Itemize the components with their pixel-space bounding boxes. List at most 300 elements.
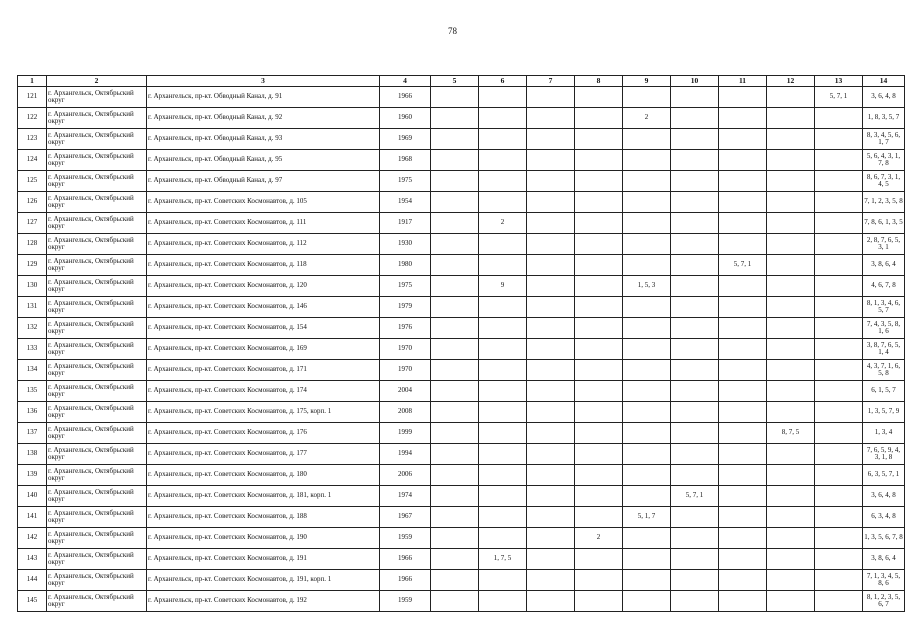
column-10-cell [671, 234, 719, 255]
column-14-cell: 4, 6, 7, 8 [863, 276, 905, 297]
column-11-cell [719, 570, 767, 591]
column-14-cell: 5, 6, 4, 3, 1, 7, 8 [863, 150, 905, 171]
column-5-cell [431, 591, 479, 612]
column-9-cell [623, 150, 671, 171]
column-13-cell [815, 528, 863, 549]
column-14-cell: 3, 8, 7, 6, 5, 1, 4 [863, 339, 905, 360]
column-12-cell: 8, 7, 5 [767, 423, 815, 444]
column-7-cell [527, 213, 575, 234]
table-row [18, 591, 905, 612]
address-cell: г. Архангельск, пр-кт. Обводный Канал, д. 97 [147, 171, 380, 192]
column-number-header: 1 [18, 76, 47, 87]
column-10-cell [671, 276, 719, 297]
column-7-cell [527, 507, 575, 528]
column-13-cell [815, 360, 863, 381]
column-5-cell [431, 549, 479, 570]
column-11-cell [719, 591, 767, 612]
column-12-cell [767, 402, 815, 423]
column-12-cell [767, 192, 815, 213]
column-10-cell [671, 570, 719, 591]
year-built-cell: 1976 [380, 318, 431, 339]
column-5-cell [431, 360, 479, 381]
column-12-cell [767, 549, 815, 570]
column-7-cell [527, 423, 575, 444]
column-6-cell [479, 402, 527, 423]
column-9-cell [623, 192, 671, 213]
column-12-cell [767, 381, 815, 402]
column-5-cell [431, 150, 479, 171]
column-13-cell [815, 318, 863, 339]
year-built-cell: 1960 [380, 108, 431, 129]
column-9-cell [623, 255, 671, 276]
column-9-cell [623, 528, 671, 549]
column-number-header: 10 [671, 76, 719, 87]
column-12-cell [767, 339, 815, 360]
table-row [18, 234, 905, 255]
column-9-cell [623, 129, 671, 150]
column-6-cell [479, 423, 527, 444]
column-8-cell [575, 255, 623, 276]
row-number: 135 [18, 381, 47, 402]
district-cell: г. Архангельск, Октябрьский округ [47, 255, 147, 276]
column-7-cell [527, 486, 575, 507]
district-cell: г. Архангельск, Октябрьский округ [47, 591, 147, 612]
column-13-cell [815, 255, 863, 276]
column-7-cell [527, 339, 575, 360]
table-row [18, 549, 905, 570]
column-13-cell [815, 297, 863, 318]
year-built-cell: 2004 [380, 381, 431, 402]
column-9-cell [623, 486, 671, 507]
district-cell: г. Архангельск, Октябрьский округ [47, 150, 147, 171]
table-row [18, 507, 905, 528]
district-cell: г. Архангельск, Октябрьский округ [47, 129, 147, 150]
column-13-cell [815, 108, 863, 129]
column-10-cell [671, 129, 719, 150]
column-6-cell: 2 [479, 213, 527, 234]
column-9-cell [623, 339, 671, 360]
column-6-cell [479, 318, 527, 339]
column-12-cell [767, 444, 815, 465]
column-5-cell [431, 486, 479, 507]
column-11-cell [719, 87, 767, 108]
address-cell: г. Архангельск, пр-кт. Советских Космонавтов, д. 181, корп. 1 [147, 486, 380, 507]
column-13-cell [815, 192, 863, 213]
row-number: 128 [18, 234, 47, 255]
row-number: 122 [18, 108, 47, 129]
column-6-cell [479, 381, 527, 402]
column-6-cell [479, 234, 527, 255]
column-14-cell: 3, 6, 4, 8 [863, 87, 905, 108]
column-number-header: 6 [479, 76, 527, 87]
column-7-cell [527, 528, 575, 549]
column-13-cell [815, 339, 863, 360]
year-built-cell: 1969 [380, 129, 431, 150]
column-8-cell [575, 318, 623, 339]
column-13-cell [815, 402, 863, 423]
housing-register-table [17, 75, 905, 612]
column-11-cell [719, 423, 767, 444]
year-built-cell: 1966 [380, 549, 431, 570]
column-number-header: 9 [623, 76, 671, 87]
column-11-cell [719, 528, 767, 549]
district-cell: г. Архангельск, Октябрьский округ [47, 87, 147, 108]
column-13-cell [815, 486, 863, 507]
row-number: 137 [18, 423, 47, 444]
column-10-cell [671, 591, 719, 612]
column-7-cell [527, 150, 575, 171]
row-number: 134 [18, 360, 47, 381]
row-number: 125 [18, 171, 47, 192]
column-6-cell [479, 297, 527, 318]
column-12-cell [767, 465, 815, 486]
year-built-cell: 1994 [380, 444, 431, 465]
row-number: 138 [18, 444, 47, 465]
table-row [18, 192, 905, 213]
column-10-cell [671, 255, 719, 276]
year-built-cell: 1930 [380, 234, 431, 255]
column-13-cell [815, 381, 863, 402]
column-number-header: 2 [47, 76, 147, 87]
column-6-cell [479, 108, 527, 129]
district-cell: г. Архангельск, Октябрьский округ [47, 192, 147, 213]
district-cell: г. Архангельск, Октябрьский округ [47, 423, 147, 444]
column-11-cell [719, 549, 767, 570]
column-6-cell [479, 570, 527, 591]
column-10-cell [671, 549, 719, 570]
column-14-cell: 8, 1, 3, 4, 6, 5, 7 [863, 297, 905, 318]
district-cell: г. Архангельск, Октябрьский округ [47, 444, 147, 465]
column-8-cell [575, 381, 623, 402]
district-cell: г. Архангельск, Октябрьский округ [47, 402, 147, 423]
column-5-cell [431, 402, 479, 423]
column-7-cell [527, 234, 575, 255]
column-8-cell [575, 423, 623, 444]
column-7-cell [527, 444, 575, 465]
table-row [18, 486, 905, 507]
row-number: 144 [18, 570, 47, 591]
column-11-cell [719, 339, 767, 360]
column-13-cell: 5, 7, 1 [815, 87, 863, 108]
column-8-cell [575, 234, 623, 255]
column-5-cell [431, 171, 479, 192]
table-row [18, 297, 905, 318]
column-12-cell [767, 528, 815, 549]
column-12-cell [767, 129, 815, 150]
column-14-cell: 8, 3, 4, 5, 6, 1, 7 [863, 129, 905, 150]
column-10-cell [671, 192, 719, 213]
column-7-cell [527, 465, 575, 486]
address-cell: г. Архангельск, пр-кт. Советских Космонавтов, д. 171 [147, 360, 380, 381]
column-11-cell [719, 507, 767, 528]
table-row [18, 381, 905, 402]
column-number-header: 3 [147, 76, 380, 87]
column-14-cell: 4, 3, 7, 1, 6, 5, 8 [863, 360, 905, 381]
column-9-cell [623, 360, 671, 381]
column-10-cell [671, 381, 719, 402]
column-12-cell [767, 591, 815, 612]
column-12-cell [767, 150, 815, 171]
column-10-cell: 5, 7, 1 [671, 486, 719, 507]
column-13-cell [815, 234, 863, 255]
address-cell: г. Архангельск, пр-кт. Советских Космонавтов, д. 177 [147, 444, 380, 465]
year-built-cell: 1966 [380, 87, 431, 108]
column-9-cell [623, 381, 671, 402]
column-14-cell: 7, 1, 2, 3, 5, 8 [863, 192, 905, 213]
column-number-header: 4 [380, 76, 431, 87]
column-8-cell [575, 297, 623, 318]
column-7-cell [527, 549, 575, 570]
address-cell: г. Архангельск, пр-кт. Советских Космонавтов, д. 190 [147, 528, 380, 549]
column-9-cell: 1, 5, 3 [623, 276, 671, 297]
row-number: 141 [18, 507, 47, 528]
column-8-cell [575, 87, 623, 108]
column-10-cell [671, 87, 719, 108]
column-11-cell [719, 486, 767, 507]
column-13-cell [815, 171, 863, 192]
column-9-cell [623, 87, 671, 108]
address-cell: г. Архангельск, пр-кт. Советских Космонавтов, д. 118 [147, 255, 380, 276]
column-9-cell: 5, 1, 7 [623, 507, 671, 528]
column-6-cell [479, 465, 527, 486]
district-cell: г. Архангельск, Октябрьский округ [47, 486, 147, 507]
column-5-cell [431, 192, 479, 213]
column-14-cell: 7, 8, 6, 1, 3, 5 [863, 213, 905, 234]
column-7-cell [527, 108, 575, 129]
column-14-cell: 8, 6, 7, 3, 1, 4, 5 [863, 171, 905, 192]
column-7-cell [527, 402, 575, 423]
column-10-cell [671, 444, 719, 465]
column-5-cell [431, 276, 479, 297]
column-14-cell: 2, 8, 7, 6, 5, 3, 1 [863, 234, 905, 255]
row-number: 133 [18, 339, 47, 360]
column-11-cell [719, 129, 767, 150]
column-7-cell [527, 276, 575, 297]
address-cell: г. Архангельск, пр-кт. Обводный Канал, д. 91 [147, 87, 380, 108]
district-cell: г. Архангельск, Октябрьский округ [47, 276, 147, 297]
column-6-cell [479, 528, 527, 549]
address-cell: г. Архангельск, пр-кт. Советских Космонавтов, д. 192 [147, 591, 380, 612]
column-7-cell [527, 171, 575, 192]
column-number-header: 8 [575, 76, 623, 87]
column-10-cell [671, 171, 719, 192]
table-row [18, 255, 905, 276]
year-built-cell: 1917 [380, 213, 431, 234]
district-cell: г. Архангельск, Октябрьский округ [47, 465, 147, 486]
column-9-cell [623, 570, 671, 591]
year-built-cell: 1959 [380, 591, 431, 612]
column-14-cell: 3, 8, 6, 4 [863, 549, 905, 570]
column-9-cell [623, 234, 671, 255]
column-10-cell [671, 339, 719, 360]
year-built-cell: 1970 [380, 339, 431, 360]
column-11-cell [719, 297, 767, 318]
district-cell: г. Архангельск, Октябрьский округ [47, 360, 147, 381]
column-14-cell: 7, 4, 3, 5, 8, 1, 6 [863, 318, 905, 339]
column-5-cell [431, 381, 479, 402]
column-6-cell [479, 192, 527, 213]
column-7-cell [527, 192, 575, 213]
column-14-cell: 7, 6, 5, 9, 4, 3, 1, 8 [863, 444, 905, 465]
column-10-cell [671, 318, 719, 339]
page-number: 78 [448, 26, 457, 36]
column-7-cell [527, 255, 575, 276]
column-14-cell: 6, 1, 5, 7 [863, 381, 905, 402]
year-built-cell: 1999 [380, 423, 431, 444]
column-12-cell [767, 297, 815, 318]
column-10-cell [671, 528, 719, 549]
column-11-cell [719, 444, 767, 465]
column-6-cell [479, 339, 527, 360]
column-number-header: 5 [431, 76, 479, 87]
column-11-cell [719, 108, 767, 129]
column-13-cell [815, 129, 863, 150]
row-number: 136 [18, 402, 47, 423]
column-5-cell [431, 339, 479, 360]
column-13-cell [815, 276, 863, 297]
year-built-cell: 1980 [380, 255, 431, 276]
address-cell: г. Архангельск, пр-кт. Советских Космонавтов, д. 120 [147, 276, 380, 297]
table-row [18, 339, 905, 360]
column-7-cell [527, 87, 575, 108]
column-12-cell [767, 318, 815, 339]
column-5-cell [431, 234, 479, 255]
year-built-cell: 1975 [380, 171, 431, 192]
table-row [18, 213, 905, 234]
column-9-cell [623, 402, 671, 423]
column-8-cell [575, 549, 623, 570]
column-14-cell: 1, 3, 4 [863, 423, 905, 444]
column-11-cell [719, 465, 767, 486]
district-cell: г. Архангельск, Октябрьский округ [47, 234, 147, 255]
table-row [18, 528, 905, 549]
column-10-cell [671, 507, 719, 528]
table-row [18, 402, 905, 423]
column-number-header: 7 [527, 76, 575, 87]
column-6-cell [479, 150, 527, 171]
column-8-cell [575, 402, 623, 423]
district-cell: г. Архангельск, Октябрьский округ [47, 381, 147, 402]
column-7-cell [527, 360, 575, 381]
address-cell: г. Архангельск, пр-кт. Советских Космонавтов, д. 176 [147, 423, 380, 444]
row-number: 124 [18, 150, 47, 171]
row-number: 139 [18, 465, 47, 486]
year-built-cell: 1959 [380, 528, 431, 549]
row-number: 132 [18, 318, 47, 339]
column-9-cell [623, 171, 671, 192]
column-10-cell [671, 108, 719, 129]
column-13-cell [815, 444, 863, 465]
row-number: 131 [18, 297, 47, 318]
column-13-cell [815, 591, 863, 612]
year-built-cell: 1975 [380, 276, 431, 297]
column-12-cell [767, 234, 815, 255]
address-cell: г. Архангельск, пр-кт. Советских Космонавтов, д. 174 [147, 381, 380, 402]
district-cell: г. Архангельск, Октябрьский округ [47, 171, 147, 192]
column-14-cell: 1, 3, 5, 7, 9 [863, 402, 905, 423]
column-6-cell [479, 87, 527, 108]
column-5-cell [431, 423, 479, 444]
column-8-cell: 2 [575, 528, 623, 549]
column-13-cell [815, 150, 863, 171]
district-cell: г. Архангельск, Октябрьский округ [47, 318, 147, 339]
column-6-cell: 9 [479, 276, 527, 297]
table-row [18, 465, 905, 486]
column-5-cell [431, 318, 479, 339]
column-8-cell [575, 486, 623, 507]
address-cell: г. Архангельск, пр-кт. Советских Космонавтов, д. 112 [147, 234, 380, 255]
column-14-cell: 6, 3, 4, 8 [863, 507, 905, 528]
district-cell: г. Архангельск, Октябрьский округ [47, 213, 147, 234]
column-11-cell [719, 360, 767, 381]
address-cell: г. Архангельск, пр-кт. Советских Космонавтов, д. 105 [147, 192, 380, 213]
table-row [18, 444, 905, 465]
column-13-cell [815, 507, 863, 528]
column-11-cell: 5, 7, 1 [719, 255, 767, 276]
column-12-cell [767, 171, 815, 192]
column-12-cell [767, 108, 815, 129]
address-cell: г. Архангельск, пр-кт. Советских Космонавтов, д. 169 [147, 339, 380, 360]
column-9-cell [623, 549, 671, 570]
district-cell: г. Архангельск, Октябрьский округ [47, 507, 147, 528]
address-cell: г. Архангельск, пр-кт. Советских Космонавтов, д. 191 [147, 549, 380, 570]
year-built-cell: 1966 [380, 570, 431, 591]
column-12-cell [767, 255, 815, 276]
address-cell: г. Архангельск, пр-кт. Советских Космонавтов, д. 154 [147, 318, 380, 339]
column-5-cell [431, 129, 479, 150]
column-8-cell [575, 276, 623, 297]
row-number: 130 [18, 276, 47, 297]
table-row [18, 570, 905, 591]
column-12-cell [767, 507, 815, 528]
column-10-cell [671, 360, 719, 381]
column-11-cell [719, 276, 767, 297]
year-built-cell: 1954 [380, 192, 431, 213]
column-14-cell: 7, 1, 3, 4, 5, 8, 6 [863, 570, 905, 591]
column-12-cell [767, 486, 815, 507]
column-6-cell [479, 255, 527, 276]
table-row [18, 318, 905, 339]
column-5-cell [431, 444, 479, 465]
column-9-cell [623, 423, 671, 444]
year-built-cell: 1968 [380, 150, 431, 171]
address-cell: г. Архангельск, пр-кт. Советских Космонавтов, д. 191, корп. 1 [147, 570, 380, 591]
district-cell: г. Архангельск, Октябрьский округ [47, 528, 147, 549]
column-9-cell [623, 465, 671, 486]
column-14-cell: 8, 1, 2, 3, 5, 6, 7 [863, 591, 905, 612]
year-built-cell: 2006 [380, 465, 431, 486]
column-9-cell [623, 318, 671, 339]
row-number: 140 [18, 486, 47, 507]
column-14-cell: 3, 8, 6, 4 [863, 255, 905, 276]
column-12-cell [767, 360, 815, 381]
column-11-cell [719, 171, 767, 192]
address-cell: г. Архангельск, пр-кт. Советских Космонавтов, д. 111 [147, 213, 380, 234]
column-5-cell [431, 297, 479, 318]
column-8-cell [575, 108, 623, 129]
column-5-cell [431, 108, 479, 129]
address-cell: г. Архангельск, пр-кт. Обводный Канал, д. 93 [147, 129, 380, 150]
column-10-cell [671, 213, 719, 234]
column-11-cell [719, 213, 767, 234]
column-6-cell [479, 486, 527, 507]
column-12-cell [767, 276, 815, 297]
column-10-cell [671, 465, 719, 486]
column-6-cell [479, 591, 527, 612]
column-7-cell [527, 129, 575, 150]
district-cell: г. Архангельск, Октябрьский округ [47, 297, 147, 318]
column-6-cell [479, 360, 527, 381]
